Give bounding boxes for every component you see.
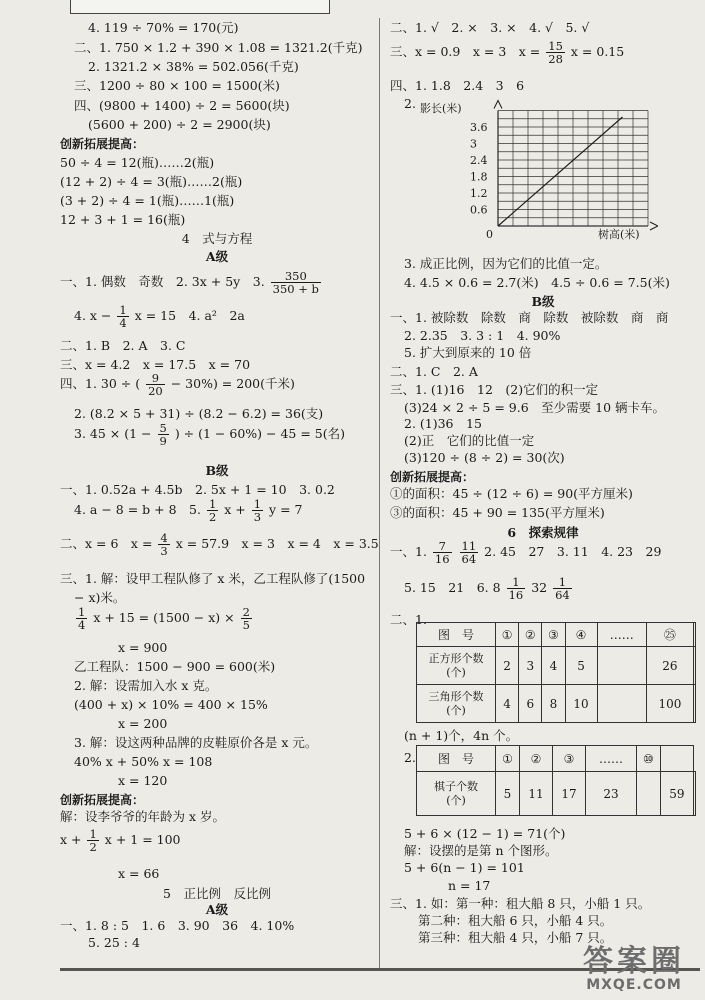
- text-line: 二、1. 750 × 1.2 + 390 × 1.08 = 1321.2(千克): [74, 40, 363, 55]
- text-line: 5. 扩大到原来的 10 倍: [404, 345, 532, 360]
- x-tick-origin: 0: [486, 228, 493, 241]
- table-cell: 4: [496, 685, 519, 723]
- table-cell: 59: [660, 772, 693, 816]
- text-line: x = 900: [118, 640, 168, 655]
- table-cell: [636, 772, 660, 816]
- chapter-title: 6 探索规律: [507, 525, 579, 540]
- table-cell: 2: [496, 647, 519, 685]
- table-cell: [597, 685, 646, 723]
- text-line: $\frac{1}{4}$ x + 15 = (1500 − x) × $\frac{2}{5}$: [78, 605, 250, 632]
- text-line: 解：设摆的是第 n 个图形。: [404, 843, 558, 858]
- text-line: 一、1. 0.52a + 4.5b 2. 5x + 1 = 10 3. 0.2: [60, 482, 335, 497]
- text-line: x + $\frac{1}{2}$ x + 1 = 100: [60, 827, 181, 854]
- level-heading: A级: [205, 902, 229, 917]
- text-line: 三、x = 0.9 x = 3 x = $\frac{15}{28}$ x = 0.15: [390, 39, 625, 66]
- text-line: 三、1200 ÷ 80 × 100 = 1500(米): [74, 78, 280, 93]
- table-cell: [597, 647, 646, 685]
- section-heading: 创新拓展提高：: [60, 137, 145, 151]
- watermark-logo: [569, 946, 699, 992]
- text-line: (n + 1)个，4n 个。: [404, 728, 519, 743]
- table-row-label: 三角形个数 (个): [417, 685, 496, 723]
- table-cell: 6: [519, 685, 542, 723]
- watermark-url: MXQE.COM: [586, 977, 682, 993]
- watermark-title: 答案圈: [583, 944, 685, 979]
- text-line: 三、1. (1)16 12 (2)它们的积一定: [390, 382, 599, 397]
- text-line: 四、(9800 + 1400) ÷ 2 = 5600(块): [74, 98, 290, 113]
- text-line: 4. 4.5 × 0.6 = 2.7(米) 4.5 ÷ 0.6 = 7.5(米): [404, 275, 670, 290]
- text-line: 三、1. 如：第一种：租大船 8 只，小船 1 只。: [390, 896, 651, 911]
- text-line: 二、x = 6 x = $\frac{4}{3}$ x = 57.9 x = 3 x = 4 x = 3.5: [60, 531, 379, 558]
- text-line: 2. (1)36 15: [404, 416, 482, 431]
- text-line: 一、1. 8 : 5 1. 6 3. 90 36 4. 10%: [60, 918, 295, 933]
- text-line: (3 + 2) ÷ 4 = 1(瓶)……1(瓶): [60, 193, 235, 208]
- table-header-cell: ……: [597, 623, 646, 647]
- text-line: (400 + x) × 10% = 400 × 15%: [74, 697, 268, 712]
- table-cell: 26: [646, 647, 693, 685]
- text-line: 二、1. B 2. A 3. C: [60, 338, 186, 353]
- table-cell: 8: [542, 685, 565, 723]
- level-heading: B级: [205, 463, 229, 478]
- text-line: 40% x + 50% x = 108: [74, 754, 213, 769]
- text-line: 50 ÷ 4 = 12(瓶)……2(瓶): [60, 155, 215, 170]
- text-line: 4. 119 ÷ 70% = 170(元): [88, 20, 239, 35]
- text-line: 3. 解：设这两种品牌的皮鞋原价各是 x 元。: [74, 735, 318, 750]
- text-line: x = 120: [118, 773, 168, 788]
- chapter-title: 4 式与方程: [181, 231, 253, 246]
- section-heading: 创新拓展提高：: [60, 793, 145, 807]
- text-line: 第三种：租大船 4 只，小船 7 只。: [418, 930, 613, 945]
- table-header-cell: ②: [519, 623, 542, 647]
- table-header-cell: ①: [496, 623, 519, 647]
- level-heading: B级: [531, 294, 555, 309]
- table-cell: 17: [553, 772, 586, 816]
- text-line: ③的面积：45 + 90 = 135(平方厘米): [390, 505, 605, 520]
- text-line: 4. a − 8 = b + 8 5. $\frac{1}{2}$ x + $\frac{1}{3}$ y = 7: [74, 497, 303, 524]
- table-cell: [693, 647, 695, 685]
- table-cell: [693, 772, 695, 816]
- text-line: 二、1. √ 2. × 3. × 4. √ 5. √: [390, 20, 590, 35]
- text-line: 一、1. 被除数 除数 商 除数 被除数 商 商: [390, 310, 669, 325]
- text-line: 三、x = 4.2 x = 17.5 x = 70: [60, 357, 251, 372]
- header-strip: [70, 0, 330, 14]
- text-line: 2. 1321.2 × 38% = 502.056(千克): [88, 59, 299, 74]
- table-row-label: 棋子个数 (个): [417, 772, 496, 816]
- text-line: 乙工程队：1500 − 900 = 600(米): [74, 659, 276, 674]
- table-header-cell: ②: [519, 746, 552, 772]
- x-axis-label: 树高(米): [598, 228, 640, 241]
- text-line: 2. 解：设需加入水 x 克。: [74, 678, 218, 693]
- x-axis-arrow: [650, 222, 658, 230]
- table-cell: 5: [496, 772, 520, 816]
- table-header-cell: ……: [586, 746, 637, 772]
- chart-ticks: [470, 121, 488, 217]
- text-line: (3)120 ÷ (8 ÷ 2) = 30(次): [404, 450, 565, 465]
- text-line: 一、1. 偶数 奇数 2. 3x + 5y 3. $\frac{350}{350 + b}$: [60, 269, 319, 296]
- chapter-title: 5 正比例 反比例: [163, 886, 271, 901]
- table-row-header: 图 号: [417, 623, 496, 647]
- table-row-header: 图 号: [417, 746, 496, 772]
- table-cell: 4: [542, 647, 565, 685]
- text-line: 四、1. 1.8 2.4 3 6: [390, 78, 525, 93]
- text-line: 2. (8.2 × 5 + 31) ÷ (8.2 − 6.2) = 36(支): [74, 406, 324, 421]
- y-tick-label: 3.6: [470, 121, 488, 134]
- table-cell: 23: [586, 772, 637, 816]
- table-cell: 5: [565, 647, 597, 685]
- table-cell: 3: [519, 647, 542, 685]
- text-line: 2.: [404, 750, 416, 765]
- text-line: 5. 25 : 4: [88, 935, 140, 950]
- pattern-table-2: [416, 745, 696, 816]
- text-line: 三、1. 解：设甲工程队修了 x 米，乙工程队修了(1500: [60, 571, 366, 586]
- text-line: 5 + 6(n − 1) = 101: [404, 860, 525, 875]
- text-line: 解：设李爷爷的年龄为 x 岁。: [60, 809, 225, 824]
- text-line: x = 66: [118, 866, 160, 881]
- level-heading: A级: [205, 249, 229, 264]
- y-tick-label: 1.2: [470, 187, 488, 200]
- text-line: (2)正 它们的比值一定: [404, 433, 535, 448]
- text-line: 12 + 3 + 1 = 16(瓶): [60, 212, 186, 227]
- text-line: 5 + 6 × (12 − 1) = 71(个): [404, 826, 566, 841]
- table-header-cell: ④: [565, 623, 597, 647]
- text-line: 二、1.: [390, 612, 427, 627]
- table-cell: 100: [646, 685, 693, 723]
- pattern-table-1: [416, 622, 696, 723]
- chart-grid: [494, 101, 658, 231]
- column-divider: [379, 18, 380, 968]
- text-line: 4. x − $\frac{1}{4}$ x = 15 4. a² 2a: [74, 303, 245, 330]
- table-cell: 11: [519, 772, 552, 816]
- y-axis-label: 影长(米): [420, 102, 462, 115]
- section-heading: 创新拓展提高：: [390, 470, 475, 484]
- text-line: 一、1. $\frac{7}{16}$ $\frac{11}{64}$ 2. 45 27 3. 11 4. 23 29: [390, 539, 662, 566]
- y-tick-label: 3: [470, 137, 477, 151]
- table-header-cell: ①: [496, 746, 520, 772]
- text-line: 3. 成正比例，因为它们的比值一定。: [404, 256, 608, 271]
- table-header-cell: [660, 746, 693, 772]
- text-line: (3)24 × 2 ÷ 5 = 9.6 至少需要 10 辆卡车。: [404, 400, 666, 415]
- text-line: 2. 2.35 3. 3 : 1 4. 90%: [404, 328, 561, 343]
- text-line: 第二种：租大船 6 只，小船 4 只。: [418, 913, 613, 928]
- text-line: (12 + 2) ÷ 4 = 3(瓶)……2(瓶): [60, 174, 243, 189]
- y-axis-arrow: [494, 101, 502, 109]
- text-line: 5. 15 21 6. 8 $\frac{1}{16}$ 32 $\frac{1}{64}$: [404, 575, 570, 602]
- y-tick-label: 2.4: [470, 154, 488, 167]
- text-line: n = 17: [448, 878, 491, 893]
- text-line: 3. 45 × (1 − $\frac{5}{9}$ ) ÷ (1 − 60%) − 45 = 5(名): [74, 421, 345, 448]
- table-cell: 10: [565, 685, 597, 723]
- text-line: ①的面积：45 ÷ (12 ÷ 6) = 90(平方厘米): [390, 486, 633, 501]
- text-line: − x)米。: [74, 590, 126, 605]
- proportion-chart: [408, 98, 658, 254]
- table-header-cell: ⑩: [636, 746, 660, 772]
- table-row-label: 正方形个数 (个): [417, 647, 496, 685]
- table-header-cell: [693, 623, 695, 647]
- y-tick-label: 1.8: [470, 170, 488, 184]
- text-line: 2.: [404, 96, 416, 111]
- y-tick-label: 0.6: [470, 203, 488, 217]
- text-line: x = 200: [118, 716, 168, 731]
- table-header-cell: ③: [553, 746, 586, 772]
- table-header-cell: ③: [542, 623, 565, 647]
- table-header-cell: ㉕: [646, 623, 693, 647]
- text-line: 二、1. C 2. A: [390, 364, 478, 379]
- text-line: 四、1. 30 ÷ ( $\frac{9}{20}$ − 30%) = 200(千米): [60, 371, 295, 398]
- table-cell: [693, 685, 695, 723]
- text-line: (5600 + 200) ÷ 2 = 2900(块): [88, 117, 271, 132]
